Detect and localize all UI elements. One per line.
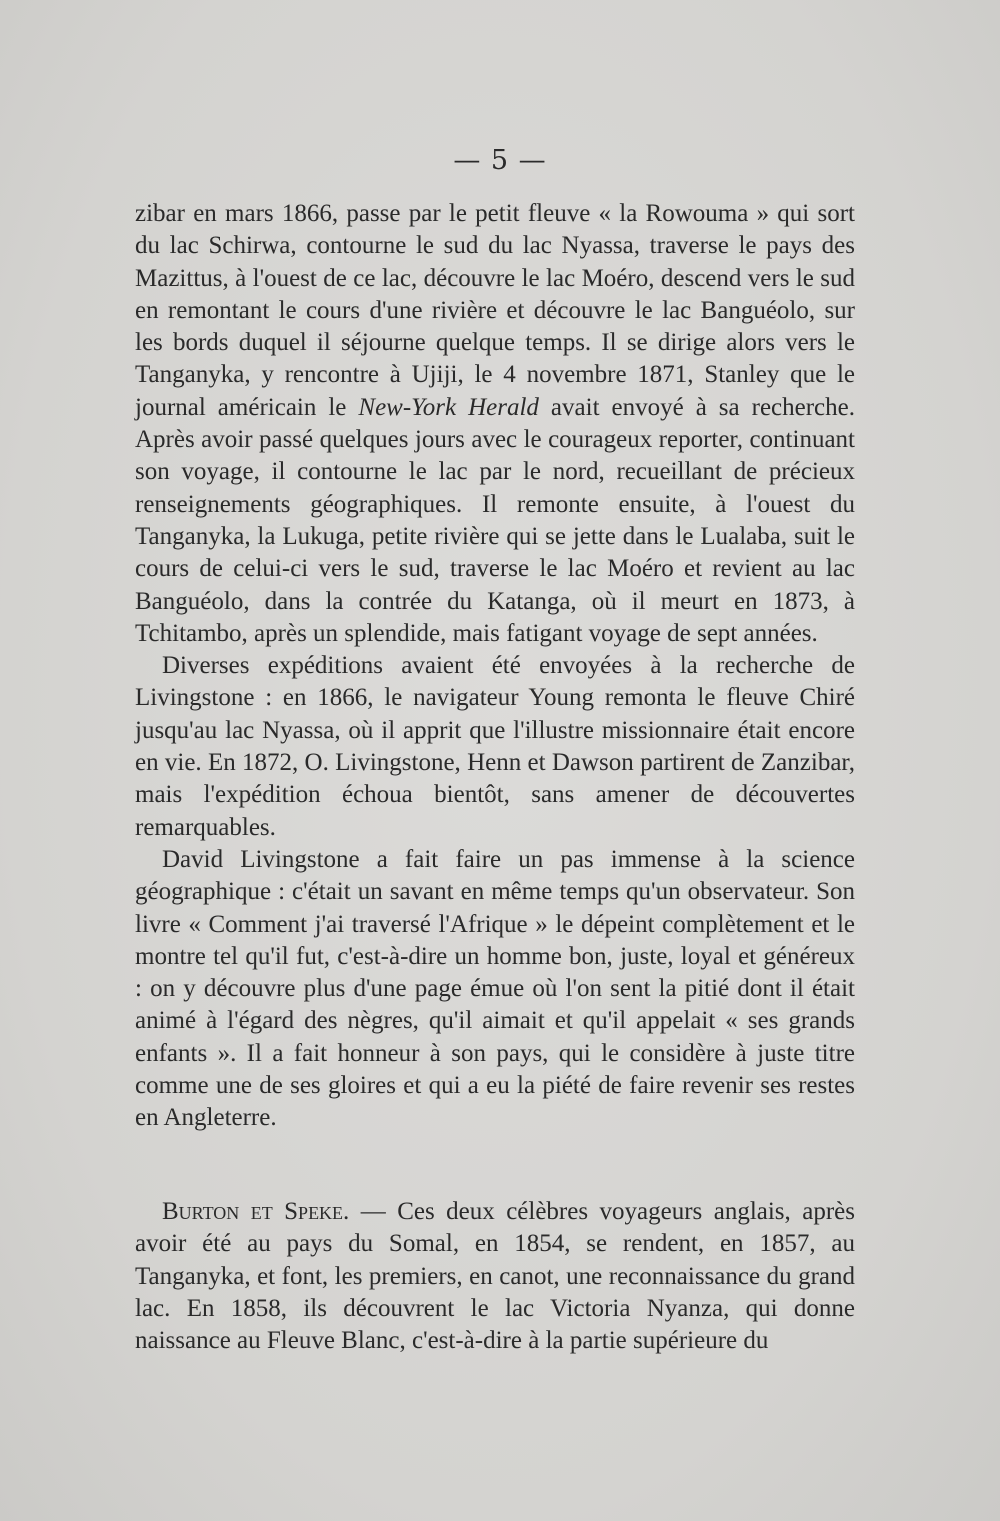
page-number: — 5 — [453, 145, 547, 176]
paragraph-3: David Livingstone a fait faire un pas immense à la science géographique : c'était un savant en même temps qu'un observateur. Son livre « Comment j'ai traversé l'Afrique » le dépeint complètement et le montre tel qu'il fut, c'est-à-dire un homme bon, juste, loyal et généreux : on y découvre plus d'une page émue où l'on sent la pitié dont il était animé à l'égard des nègres, qu'il aimait et qu'il appelait « ses grands enfants ». Il a fait honneur à son pays, qui le considère à juste titre comme une de ses gloires et qui a eu la piété de faire revenir ses restes en Angleterre. [135, 845, 855, 1132]
section-heading: Burton et Speke. [162, 1198, 350, 1225]
section-burton-speke [135, 1196, 855, 1357]
main-text [135, 198, 855, 1135]
paragraph-1-text: zibar en mars 1866, passe par le petit fleuve « la Rowouma » qui sort du lac Schirwa, contourne le sud du lac Nyassa, traverse le pays des Mazittus, à l'ouest de ce lac, découvre le lac Moéro, descend vers le sud en remontant le cours d'une rivière et découvre le lac Banguéolo, sur les bords duquel il séjourne quelque temps. Il se dirige alors vers le Tanganyka, y rencontre à Ujiji, le 4 novembre 1871, Stanley que le journal américain le [135, 200, 855, 421]
paragraph-1-text-continued: avait envoyé à sa recherche. Après avoir passé quelques jours avec le courageux reporter, continuant son voyage, il contourne le lac par le nord, recueillant de précieux renseignements géographiques. Il remonte ensuite, à l'ouest du Tanganyka, la Lukuga, petite rivière qui se jette dans le Lualaba, suit le cours de celui-ci vers le sud, traverse le lac Moéro et revient au lac Banguéolo, dans la contrée du Katanga, où il meurt en 1873, à Tchitambo, après un splendide, mais fatigant voyage de sept années. [135, 393, 855, 647]
newspaper-title: New-York Herald [358, 393, 539, 421]
paragraph-1 [135, 198, 855, 650]
paragraph-2: Diverses expéditions avaient été envoyées à la recherche de Livingstone : en 1866, le navigateur Young remonta le fleuve Chiré jusqu'au lac Nyassa, où il apprit que l'illustre missionnaire était encore en vie. En 1872, O. Livingstone, Henn et Dawson partirent de Zanzibar, mais l'expédition échoua bientôt, sans amener de découvertes remarquables. [135, 652, 855, 841]
section-text: — Ces deux célèbres voyageurs anglais, après avoir été au pays du Somal, en 1854, se rendent, en 1857, au Tanganyka, et font, les premiers, en canot, une reconnaissance du grand lac. En 1858, ils découvrent le lac Victoria Nyanza, qui donne naissance au Fleuve Blanc, c'est-à-dire à la partie supérieure du [135, 1198, 855, 1355]
section-paragraph [135, 1196, 855, 1357]
